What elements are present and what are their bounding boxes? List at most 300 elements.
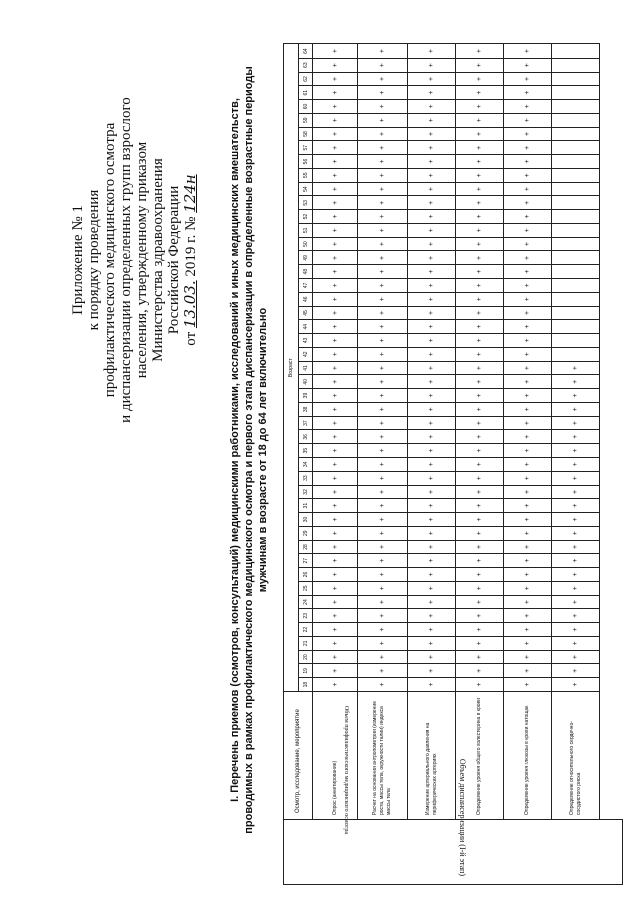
age-mark-cell: +: [313, 581, 358, 595]
age-mark-cell: +: [313, 210, 358, 224]
age-mark-cell: +: [504, 485, 552, 499]
age-mark-cell: [552, 72, 600, 86]
age-mark-cell: +: [313, 554, 358, 568]
age-column-header: Возраст: [284, 44, 299, 692]
age-mark-cell: +: [313, 540, 358, 554]
date-day: 13.03.: [181, 280, 199, 329]
title-line: мужчинам в возрасте от 18 до 64 лет включительно: [257, 307, 269, 593]
age-mark-cell: +: [408, 44, 456, 58]
age-mark-cell: +: [408, 430, 456, 444]
age-mark-cell: +: [456, 581, 504, 595]
age-mark-cell: +: [456, 430, 504, 444]
age-mark-cell: +: [313, 58, 358, 72]
age-mark-cell: +: [358, 58, 408, 72]
age-mark-cell: +: [504, 526, 552, 540]
age-mark-cell: +: [504, 664, 552, 678]
age-cell: 34: [299, 457, 313, 471]
age-mark-cell: +: [504, 155, 552, 169]
age-mark-cell: [552, 292, 600, 306]
age-mark-cell: +: [408, 210, 456, 224]
table-row: [456, 44, 504, 820]
age-mark-cell: +: [313, 444, 358, 458]
age-mark-cell: +: [408, 375, 456, 389]
age-cell: 59: [299, 113, 313, 127]
age-cell: 64: [299, 44, 313, 58]
age-mark-cell: +: [456, 402, 504, 416]
age-mark-cell: +: [408, 223, 456, 237]
age-mark-cell: +: [358, 540, 408, 554]
age-mark-cell: +: [456, 664, 504, 678]
age-mark-cell: +: [552, 650, 600, 664]
age-mark-cell: +: [408, 678, 456, 692]
appendix-line: Министерства здравоохранения: [150, 158, 166, 362]
age-mark-cell: +: [313, 513, 358, 527]
age-mark-cell: +: [552, 471, 600, 485]
age-mark-cell: +: [408, 292, 456, 306]
age-mark-cell: +: [456, 513, 504, 527]
age-mark-cell: +: [456, 72, 504, 86]
age-mark-cell: +: [456, 375, 504, 389]
age-mark-cell: +: [552, 623, 600, 637]
age-mark-cell: +: [358, 650, 408, 664]
age-mark-cell: +: [408, 664, 456, 678]
age-mark-cell: +: [456, 292, 504, 306]
age-mark-cell: [552, 320, 600, 334]
age-mark-cell: +: [358, 678, 408, 692]
age-mark-cell: [552, 182, 600, 196]
age-mark-cell: [552, 58, 600, 72]
age-mark-cell: +: [313, 526, 358, 540]
age-mark-cell: +: [408, 155, 456, 169]
appendix-line: и диспансеризации определенных групп взрослого: [118, 97, 134, 423]
age-mark-cell: +: [358, 389, 408, 403]
age-mark-cell: +: [358, 609, 408, 623]
age-mark-cell: +: [456, 251, 504, 265]
age-mark-cell: +: [504, 609, 552, 623]
age-mark-cell: +: [408, 72, 456, 86]
age-mark-cell: +: [358, 499, 408, 513]
age-mark-cell: +: [456, 58, 504, 72]
age-cell: 24: [299, 595, 313, 609]
age-mark-cell: +: [504, 581, 552, 595]
age-mark-cell: +: [358, 44, 408, 58]
age-mark-cell: +: [504, 223, 552, 237]
age-mark-cell: +: [552, 513, 600, 527]
age-cell: 32: [299, 485, 313, 499]
age-mark-cell: +: [313, 127, 358, 141]
age-mark-cell: +: [358, 526, 408, 540]
age-mark-cell: [552, 44, 600, 58]
age-mark-cell: +: [456, 347, 504, 361]
age-mark-cell: +: [358, 416, 408, 430]
age-mark-cell: +: [408, 100, 456, 114]
age-mark-cell: +: [313, 279, 358, 293]
age-mark-cell: +: [552, 595, 600, 609]
age-mark-cell: +: [552, 485, 600, 499]
age-mark-cell: +: [358, 210, 408, 224]
age-mark-cell: +: [504, 375, 552, 389]
table-row: [552, 44, 600, 820]
appendix-line: населения, утвержденному приказом: [134, 141, 150, 379]
age-mark-cell: +: [358, 361, 408, 375]
age-mark-cell: +: [456, 361, 504, 375]
age-mark-cell: +: [408, 609, 456, 623]
age-mark-cell: +: [358, 196, 408, 210]
age-mark-cell: +: [358, 100, 408, 114]
age-cell: 41: [299, 361, 313, 375]
age-mark-cell: +: [358, 664, 408, 678]
age-cell: 26: [299, 568, 313, 582]
age-cell: 25: [299, 581, 313, 595]
age-cell: 45: [299, 306, 313, 320]
age-mark-cell: +: [504, 540, 552, 554]
age-mark-cell: +: [552, 678, 600, 692]
age-cell: 48: [299, 265, 313, 279]
age-cell: 29: [299, 526, 313, 540]
age-mark-cell: +: [408, 540, 456, 554]
age-cell: 22: [299, 623, 313, 637]
age-mark-cell: [552, 86, 600, 100]
age-mark-cell: +: [504, 389, 552, 403]
age-mark-cell: +: [313, 568, 358, 582]
age-cell: 36: [299, 430, 313, 444]
age-mark-cell: +: [456, 471, 504, 485]
age-mark-cell: +: [358, 485, 408, 499]
age-mark-cell: +: [313, 292, 358, 306]
age-mark-cell: +: [408, 568, 456, 582]
age-mark-cell: +: [408, 595, 456, 609]
age-mark-cell: +: [313, 196, 358, 210]
age-mark-cell: +: [358, 155, 408, 169]
prophylactic-volume-label: Объем профилактического медицинского осмотра: [343, 705, 349, 834]
age-mark-cell: +: [358, 265, 408, 279]
age-mark-cell: +: [456, 141, 504, 155]
age-cell: 42: [299, 347, 313, 361]
table-row: [358, 44, 408, 820]
age-mark-cell: [552, 223, 600, 237]
age-cell: 50: [299, 237, 313, 251]
age-mark-cell: +: [313, 223, 358, 237]
age-mark-cell: +: [504, 168, 552, 182]
age-mark-cell: [552, 155, 600, 169]
age-cell: 47: [299, 279, 313, 293]
age-cell: 39: [299, 389, 313, 403]
age-mark-cell: +: [552, 499, 600, 513]
age-mark-cell: [552, 334, 600, 348]
age-mark-cell: +: [456, 499, 504, 513]
age-mark-cell: +: [456, 320, 504, 334]
age-mark-cell: +: [408, 485, 456, 499]
age-mark-cell: +: [313, 306, 358, 320]
age-mark-cell: +: [313, 471, 358, 485]
age-mark-cell: +: [358, 320, 408, 334]
age-mark-cell: +: [358, 581, 408, 595]
age-mark-cell: +: [504, 554, 552, 568]
age-mark-cell: +: [456, 113, 504, 127]
age-mark-cell: +: [504, 265, 552, 279]
age-mark-cell: +: [552, 444, 600, 458]
age-mark-cell: +: [456, 444, 504, 458]
age-cell: 44: [299, 320, 313, 334]
appendix-line: к порядку проведения: [86, 189, 102, 331]
age-mark-cell: +: [313, 609, 358, 623]
age-mark-cell: +: [456, 540, 504, 554]
dispensary-volume-label: Объем диспансеризации (I-й этап): [458, 758, 467, 876]
age-mark-cell: +: [408, 361, 456, 375]
age-mark-cell: +: [408, 444, 456, 458]
age-mark-cell: +: [313, 457, 358, 471]
age-mark-cell: +: [313, 72, 358, 86]
age-mark-cell: +: [504, 471, 552, 485]
age-mark-cell: [552, 279, 600, 293]
age-mark-cell: +: [456, 306, 504, 320]
age-mark-cell: +: [456, 389, 504, 403]
age-mark-cell: +: [313, 168, 358, 182]
age-mark-cell: [552, 196, 600, 210]
appendix-line: Российской Федерации: [166, 185, 182, 335]
age-cell: 38: [299, 402, 313, 416]
age-mark-cell: +: [408, 58, 456, 72]
age-mark-cell: +: [504, 444, 552, 458]
age-cell: 53: [299, 196, 313, 210]
age-mark-cell: +: [408, 86, 456, 100]
age-mark-cell: +: [408, 347, 456, 361]
age-cell: 54: [299, 182, 313, 196]
age-mark-cell: +: [552, 416, 600, 430]
age-mark-cell: +: [408, 306, 456, 320]
age-mark-cell: +: [504, 100, 552, 114]
age-mark-cell: +: [358, 279, 408, 293]
age-mark-cell: +: [358, 168, 408, 182]
age-mark-cell: +: [358, 430, 408, 444]
age-mark-cell: +: [504, 182, 552, 196]
appendix-line: профилактического медицинского осмотра: [102, 122, 118, 398]
age-mark-cell: +: [456, 334, 504, 348]
age-cell: 33: [299, 471, 313, 485]
age-mark-cell: +: [456, 223, 504, 237]
age-mark-cell: +: [358, 595, 408, 609]
age-mark-cell: +: [358, 72, 408, 86]
age-mark-cell: +: [456, 100, 504, 114]
appendix-header: [70, 40, 199, 480]
procedure-name: Опрос (анкетирование): [313, 692, 358, 820]
age-mark-cell: +: [313, 650, 358, 664]
age-mark-cell: +: [552, 430, 600, 444]
age-mark-cell: +: [408, 526, 456, 540]
age-mark-cell: +: [358, 334, 408, 348]
age-mark-cell: +: [504, 141, 552, 155]
age-mark-cell: +: [456, 416, 504, 430]
age-mark-cell: +: [313, 182, 358, 196]
age-mark-cell: +: [456, 196, 504, 210]
age-mark-cell: +: [552, 457, 600, 471]
appendix-date: [182, 40, 199, 480]
age-mark-cell: [552, 141, 600, 155]
age-cell: 62: [299, 72, 313, 86]
age-cell: 63: [299, 58, 313, 72]
age-mark-cell: +: [552, 554, 600, 568]
age-cell: 27: [299, 554, 313, 568]
age-cell: 23: [299, 609, 313, 623]
age-cell: 37: [299, 416, 313, 430]
age-mark-cell: +: [552, 389, 600, 403]
age-mark-cell: +: [358, 182, 408, 196]
age-mark-cell: +: [504, 416, 552, 430]
age-cell: 52: [299, 210, 313, 224]
table-row: [313, 44, 358, 820]
age-mark-cell: +: [552, 526, 600, 540]
age-mark-cell: +: [313, 389, 358, 403]
age-cell: 40: [299, 375, 313, 389]
age-mark-cell: +: [504, 196, 552, 210]
age-mark-cell: +: [358, 306, 408, 320]
age-mark-cell: +: [456, 485, 504, 499]
age-mark-cell: +: [313, 237, 358, 251]
age-mark-cell: +: [408, 320, 456, 334]
age-mark-cell: +: [313, 416, 358, 430]
age-mark-cell: +: [408, 402, 456, 416]
age-mark-cell: +: [456, 526, 504, 540]
age-mark-cell: +: [358, 113, 408, 127]
age-mark-cell: +: [408, 265, 456, 279]
age-mark-cell: +: [456, 457, 504, 471]
age-mark-cell: +: [313, 141, 358, 155]
age-mark-cell: [552, 210, 600, 224]
age-cell: 46: [299, 292, 313, 306]
age-mark-cell: +: [504, 58, 552, 72]
age-cell: 55: [299, 168, 313, 182]
age-mark-cell: +: [408, 513, 456, 527]
age-mark-cell: +: [504, 595, 552, 609]
age-cell: 43: [299, 334, 313, 348]
age-mark-cell: +: [408, 471, 456, 485]
age-mark-cell: +: [456, 609, 504, 623]
age-mark-cell: +: [313, 430, 358, 444]
age-mark-cell: +: [313, 155, 358, 169]
age-mark-cell: +: [313, 265, 358, 279]
age-mark-cell: +: [552, 568, 600, 582]
age-mark-cell: +: [504, 72, 552, 86]
age-mark-cell: +: [456, 237, 504, 251]
age-mark-cell: +: [358, 457, 408, 471]
age-mark-cell: +: [408, 127, 456, 141]
age-cell: 19: [299, 664, 313, 678]
age-mark-cell: +: [552, 609, 600, 623]
age-mark-cell: +: [552, 375, 600, 389]
age-mark-cell: +: [504, 457, 552, 471]
age-mark-cell: +: [552, 664, 600, 678]
age-mark-cell: +: [504, 513, 552, 527]
age-mark-cell: +: [358, 402, 408, 416]
age-mark-cell: +: [456, 168, 504, 182]
age-mark-cell: +: [456, 595, 504, 609]
title-line: I. Перечень приемов (осмотров, консультаций) медицинскими работниками, исследований и иных медицинских вмешательств,: [229, 98, 241, 802]
age-mark-cell: +: [408, 141, 456, 155]
age-mark-cell: +: [408, 237, 456, 251]
age-mark-cell: +: [313, 623, 358, 637]
age-cell: 51: [299, 223, 313, 237]
procedure-column-header: Осмотр, исследование, мероприятие: [284, 692, 313, 820]
age-mark-cell: +: [456, 636, 504, 650]
age-mark-cell: +: [552, 636, 600, 650]
age-mark-cell: +: [408, 623, 456, 637]
age-mark-cell: +: [456, 279, 504, 293]
age-mark-cell: +: [358, 251, 408, 265]
age-mark-cell: +: [358, 292, 408, 306]
age-mark-cell: +: [313, 499, 358, 513]
age-mark-cell: [552, 347, 600, 361]
table-header-row: [284, 44, 299, 820]
age-mark-cell: +: [456, 265, 504, 279]
age-mark-cell: +: [408, 113, 456, 127]
age-mark-cell: +: [456, 623, 504, 637]
age-mark-cell: [552, 306, 600, 320]
age-mark-cell: +: [456, 554, 504, 568]
age-cell: 20: [299, 650, 313, 664]
age-cell: 35: [299, 444, 313, 458]
age-mark-cell: +: [552, 361, 600, 375]
age-mark-cell: +: [358, 554, 408, 568]
age-mark-cell: +: [504, 636, 552, 650]
age-mark-cell: +: [408, 636, 456, 650]
age-mark-cell: +: [504, 361, 552, 375]
age-mark-cell: +: [408, 581, 456, 595]
age-mark-cell: +: [358, 86, 408, 100]
age-mark-cell: +: [504, 279, 552, 293]
section-title: [228, 35, 270, 865]
procedure-name: Определение уровня глюкозы в крови натощак: [504, 692, 552, 820]
age-mark-cell: +: [358, 568, 408, 582]
order-number: 124н: [181, 174, 199, 213]
age-mark-cell: +: [504, 430, 552, 444]
age-mark-cell: +: [456, 678, 504, 692]
age-mark-cell: +: [504, 210, 552, 224]
age-cell: 60: [299, 100, 313, 114]
age-mark-cell: +: [358, 237, 408, 251]
age-mark-cell: [552, 168, 600, 182]
age-mark-cell: +: [313, 334, 358, 348]
age-mark-cell: +: [552, 581, 600, 595]
age-mark-cell: +: [358, 141, 408, 155]
age-mark-cell: +: [408, 196, 456, 210]
age-mark-cell: +: [456, 155, 504, 169]
procedure-name: Измерение артериального давления на периферических артериях: [408, 692, 456, 820]
age-mark-cell: +: [313, 402, 358, 416]
age-mark-cell: [552, 127, 600, 141]
age-mark-cell: +: [456, 44, 504, 58]
age-mark-cell: +: [504, 347, 552, 361]
age-mark-cell: +: [456, 127, 504, 141]
age-cell: 61: [299, 86, 313, 100]
age-mark-cell: +: [313, 320, 358, 334]
age-mark-cell: +: [313, 485, 358, 499]
age-mark-cell: +: [504, 334, 552, 348]
appendix-line: Приложение № 1: [70, 205, 86, 315]
age-mark-cell: +: [313, 113, 358, 127]
age-cell: 58: [299, 127, 313, 141]
age-mark-cell: +: [552, 402, 600, 416]
age-mark-cell: +: [504, 650, 552, 664]
age-mark-cell: +: [552, 540, 600, 554]
age-mark-cell: [552, 251, 600, 265]
age-mark-cell: +: [504, 306, 552, 320]
age-mark-cell: +: [504, 237, 552, 251]
age-mark-cell: +: [408, 279, 456, 293]
age-mark-cell: +: [504, 320, 552, 334]
procedure-name: Определение относительного сердечно-сосудистого риска: [552, 692, 600, 820]
age-mark-cell: +: [358, 636, 408, 650]
age-mark-cell: +: [456, 210, 504, 224]
